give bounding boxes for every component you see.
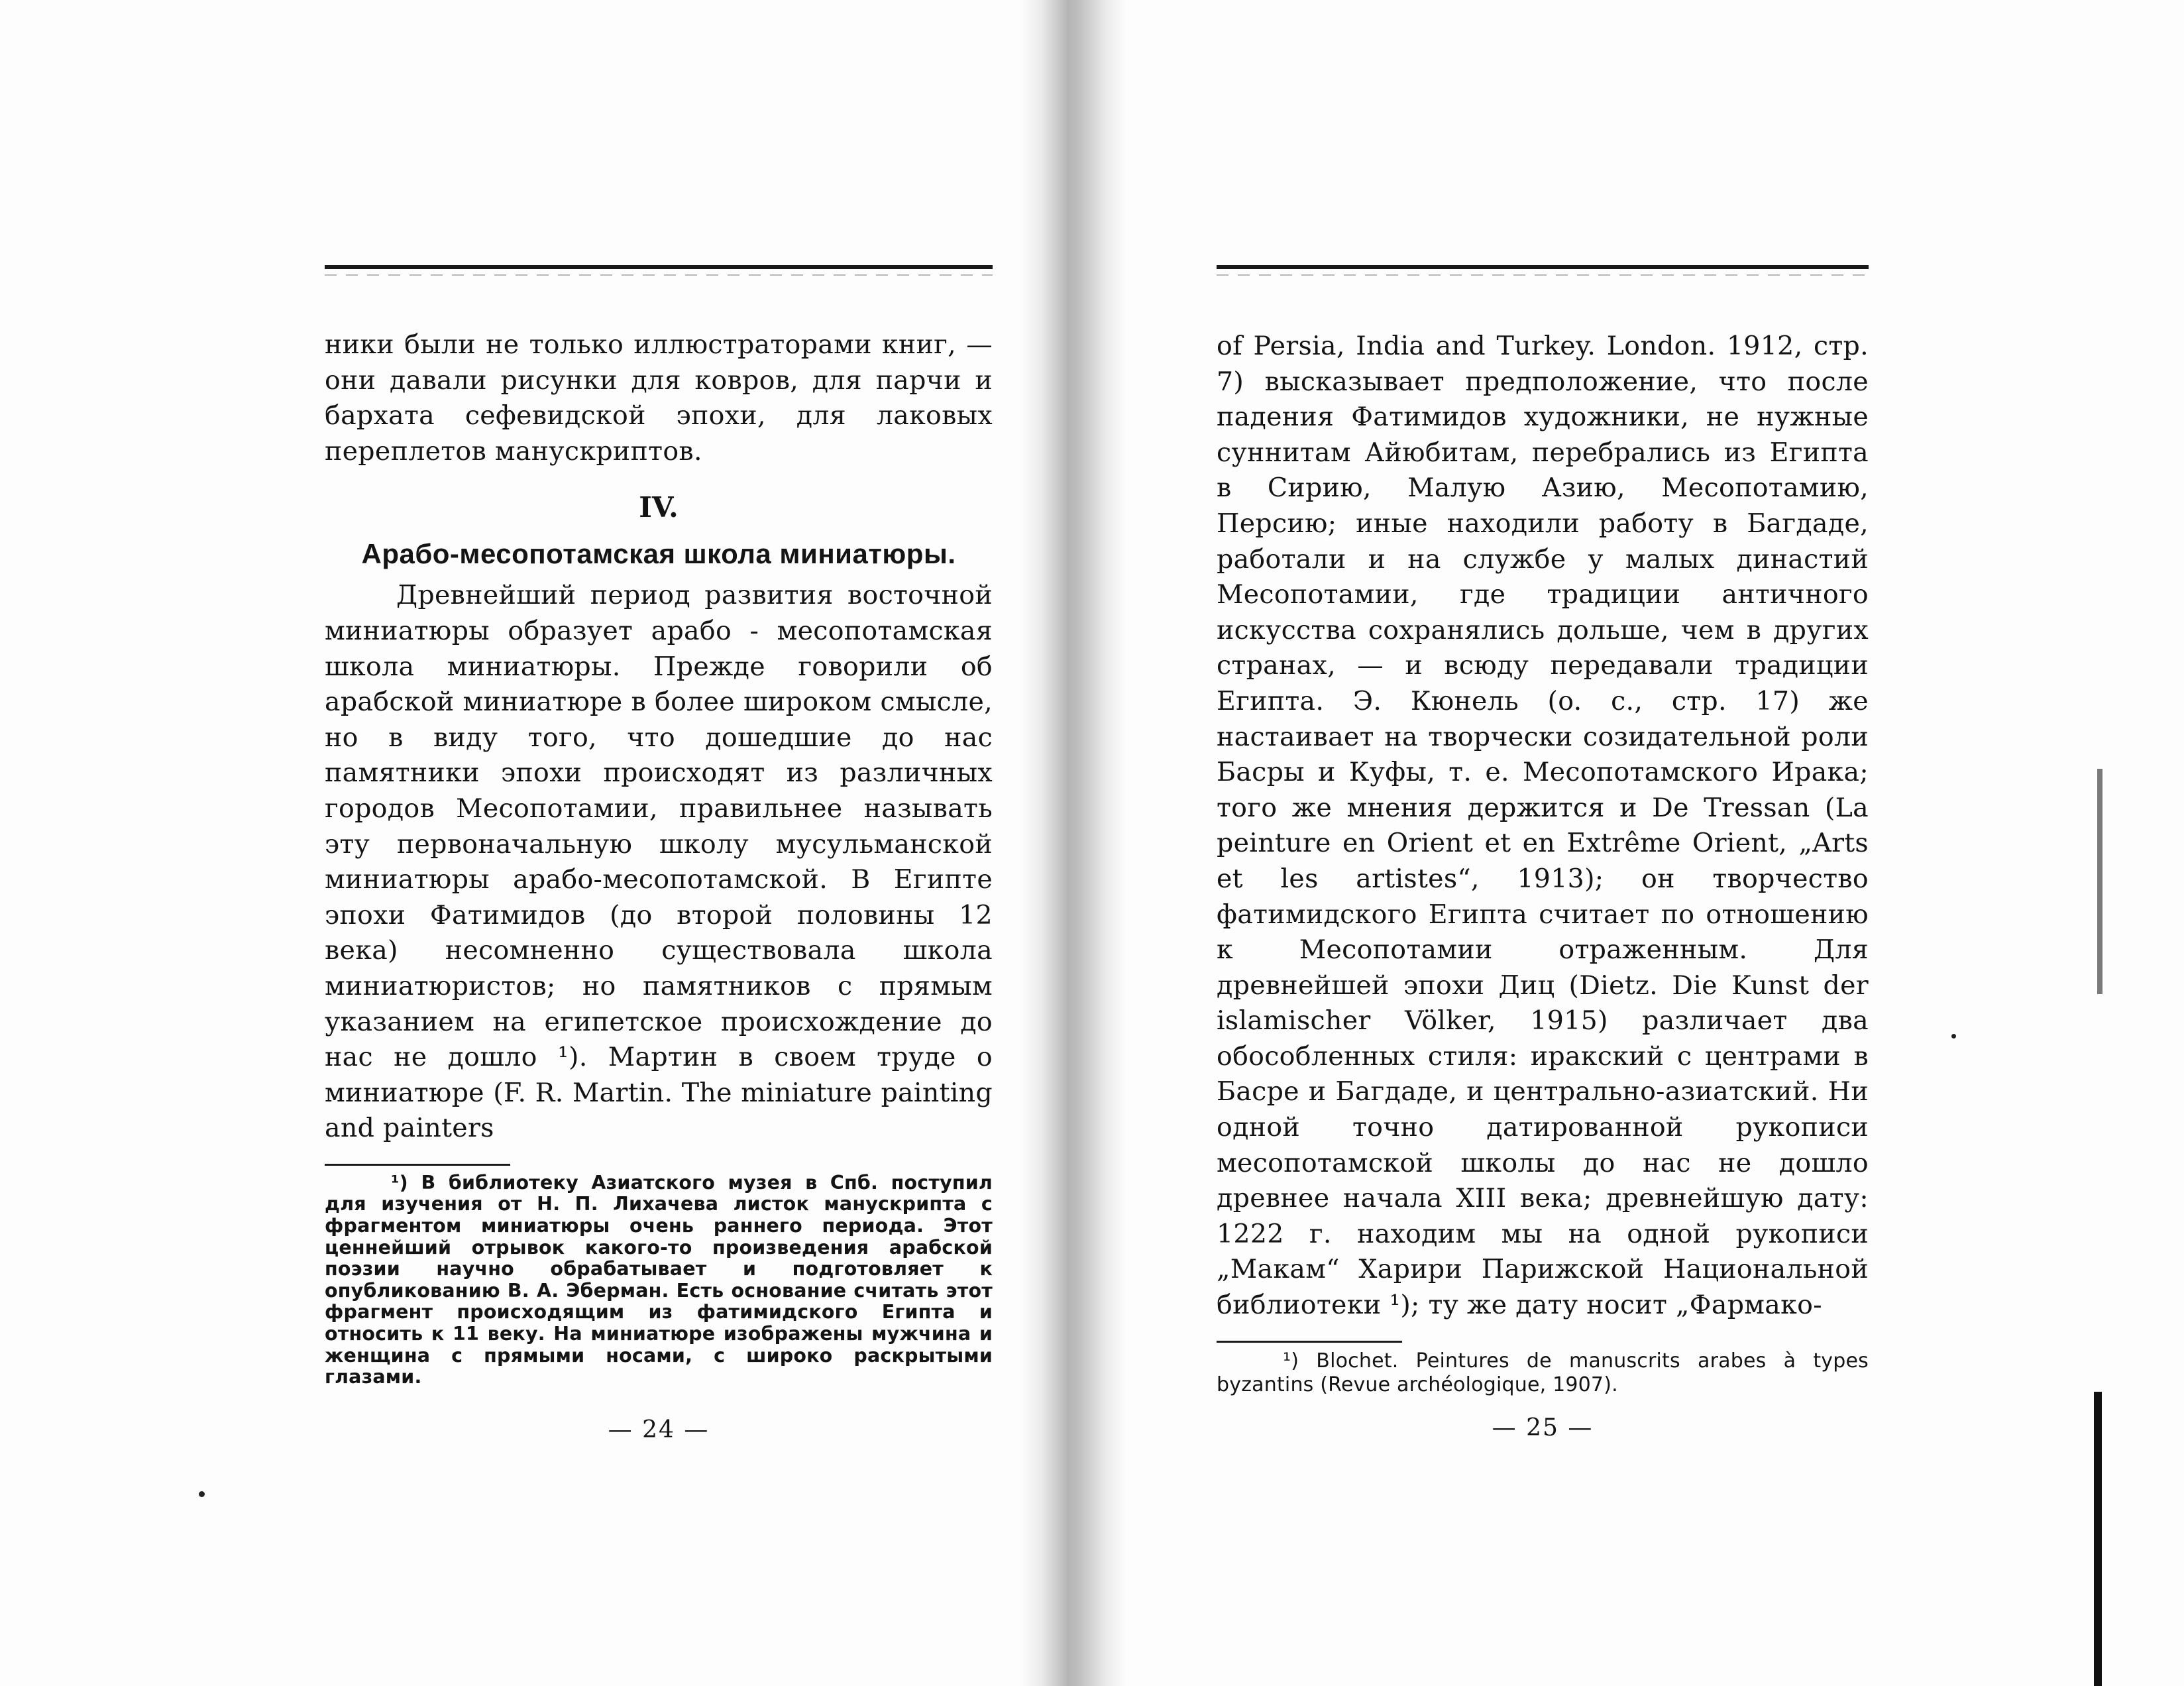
footnote: ¹) В библиотеку Азиатского музея в Спб. поступил для изучения от Н. П. Лихачева листок манускрипта с фрагментом миниатюры очень раннего периода. Этот ценнейший отрывок какого-то произведения арабской поэзии научно обрабатывает и подготовляет к опубликованию В. А. Эберман. Есть основание считать этот фрагмент происходящим из фатимидского Египта и относить к 11 веку. На миниатюре изображены мужчина и женщина с прямыми носами, с широко раскрытыми глазами.: [325, 1171, 993, 1388]
scan-edge-mark: [2094, 1392, 2102, 1686]
header-rule-shadow: [1217, 274, 1869, 276]
continuation-text: ники были не только иллюстраторами книг, — они давали рисунки для ковров, для парчи и бархата сефевидской эпохи, для лаковых переплетов манускриптов.: [325, 329, 993, 467]
footnote-rule: [1217, 1341, 1402, 1343]
section-title: Арабо-месопотамская школа миниатюры.: [361, 538, 956, 570]
scan-speck: [1951, 1034, 1956, 1039]
header-rule-shadow: [325, 274, 993, 276]
body-paragraph: of Persia, India and Turkey. London. 1912, стр. 7) высказывает предположение, что после падения Фатимидов художники, не нужные суннитам Айюбитам, перебрались из Египта в Сирию, Малую Азию, Месопотамию, Персию; иные находили работу в Багдаде, работали и на службе у малых династий Месопотамии, где традиции античного искусства сохранялись дольше, чем в других странах, — и всюду передавали традиции Египта. Э. Кюнель (o. c., стр. 17) же настаивает на творчески созидательной роли Басры и Куфы, т. е. Месопотамского Ирака; того же мнения держится и De Tressan (La peinture en Orient et en Extrême Orient, „Arts et les artistes“, 1913); он творчество фатимидского Египта считает по отношению к Месопотамии отраженным. Для древнейшей эпохи Диц (Dietz. Die Kunst der islamischer Völker, 1915) различает два обособленных стиля: иракский с центрами в Басре и Багдаде, и центрально-азиатский. Ни одной точно датированной рукописи месопотамской школы до нас не дошло древнее начала XIII века; древнейшую дату: 1222 г. находим мы на одной рукописи „Макам“ Харири Парижской Национальной библиотеки ¹); ту же дату носит „Фармако-: [1217, 331, 1869, 1321]
body-paragraph: Древнейший период развития восточной миниатюры образует арабо - месопотамская школа миниатюры. Прежде говорили об арабской миниатюре в более широком смысле, но в виду того, что дошедшие до нас памятники эпохи происходят из различных городов Месопотамии, правильнее называть эту первоначальную школу мусульманской миниатюры арабо-месопотамской. В Египте эпохи Фатимидов (до второй половины 12 века) несомненно существовала школа миниатюристов; но памятников с прямым указанием на египетское происхождение до нас не дошло ¹). Мартин в своем труде о миниатюре (F. R. Martin. The miniature painting and painters: [325, 580, 993, 1144]
right-page: [1217, 265, 1869, 1441]
footnote: ¹) Blochet. Peintures de manuscrits arabes à types byzantins (Revue archéologique, 1907).: [1217, 1349, 1869, 1396]
scan-edge-mark: [2097, 769, 2102, 994]
page-number: — 25 —: [1492, 1414, 1594, 1441]
book-gutter: [1020, 0, 1126, 1686]
header-rule: [1217, 265, 1869, 269]
footnote-rule: [325, 1164, 510, 1166]
header-rule: [325, 265, 993, 269]
section-number: IV.: [639, 491, 679, 524]
left-page: [325, 265, 993, 1443]
page-number: — 24 —: [608, 1416, 710, 1443]
scan-speck: [199, 1491, 205, 1497]
